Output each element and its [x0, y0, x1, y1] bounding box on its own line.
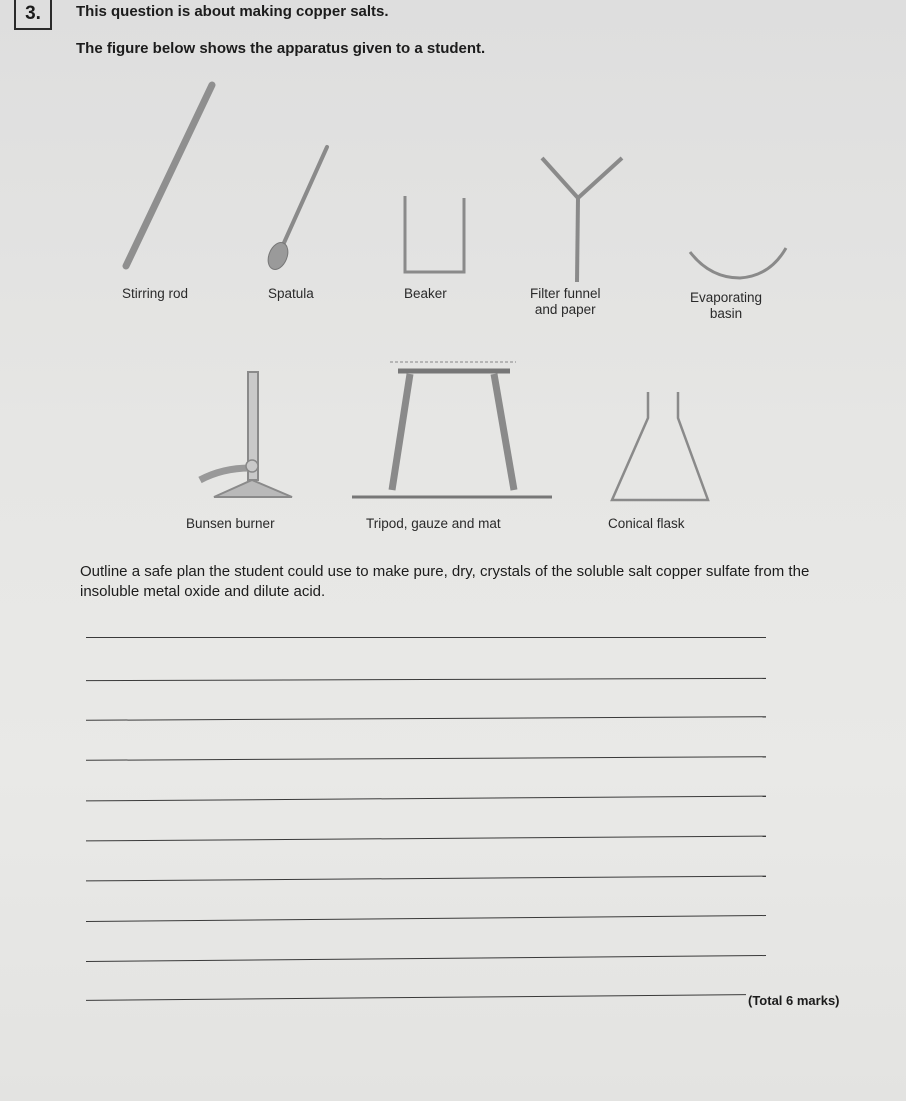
answer-line[interactable]: [86, 637, 766, 638]
beaker-label: Beaker: [404, 286, 447, 301]
filter-funnel-label-line1: Filter funnel: [530, 286, 601, 301]
filter-funnel-label-line2: and paper: [534, 302, 596, 317]
answer-line[interactable]: [86, 836, 766, 842]
evaporating-basin-label: [690, 290, 762, 322]
evaporating-basin-label-line1: Evaporating: [690, 290, 763, 305]
stirring-rod-label: Stirring rod: [122, 286, 189, 301]
question-intro: The figure below shows the apparatus given to a student.: [76, 40, 486, 57]
answer-line[interactable]: [86, 915, 766, 922]
answer-line[interactable]: [86, 756, 766, 761]
answer-line[interactable]: [86, 955, 766, 962]
task-instruction: Outline a safe plan the student could use to make pure, dry, crystals of the soluble salt copper sulfate from the insoluble metal oxide and dilute acid.: [80, 563, 810, 600]
total-marks: (Total 6 marks): [748, 993, 840, 1008]
answer-line[interactable]: [86, 796, 766, 802]
question-stem: This question is about making copper salts.: [76, 3, 389, 20]
conical-flask-label: Conical flask: [608, 516, 685, 531]
tripod-label: Tripod, gauze and mat: [366, 516, 501, 531]
beaker-drawing: [405, 196, 464, 272]
answer-line[interactable]: [86, 994, 746, 1001]
stirring-rod-drawing: [126, 85, 212, 266]
answer-line[interactable]: [86, 716, 766, 721]
spatula-label: Spatula: [268, 286, 314, 301]
tripod-drawing: [352, 362, 552, 497]
evaporating-basin-drawing: [690, 248, 786, 278]
bunsen-burner-label: Bunsen burner: [186, 516, 275, 531]
spatula-drawing: [264, 147, 327, 272]
answer-line[interactable]: [86, 678, 766, 681]
bunsen-burner-drawing: [200, 372, 292, 497]
answer-line[interactable]: [86, 876, 766, 882]
filter-funnel-label: [530, 286, 601, 318]
filter-funnel-drawing: [542, 158, 622, 282]
evaporating-basin-label-line2: basin: [709, 306, 743, 321]
conical-flask-drawing: [612, 392, 708, 500]
question-number: 3.: [14, 0, 52, 30]
